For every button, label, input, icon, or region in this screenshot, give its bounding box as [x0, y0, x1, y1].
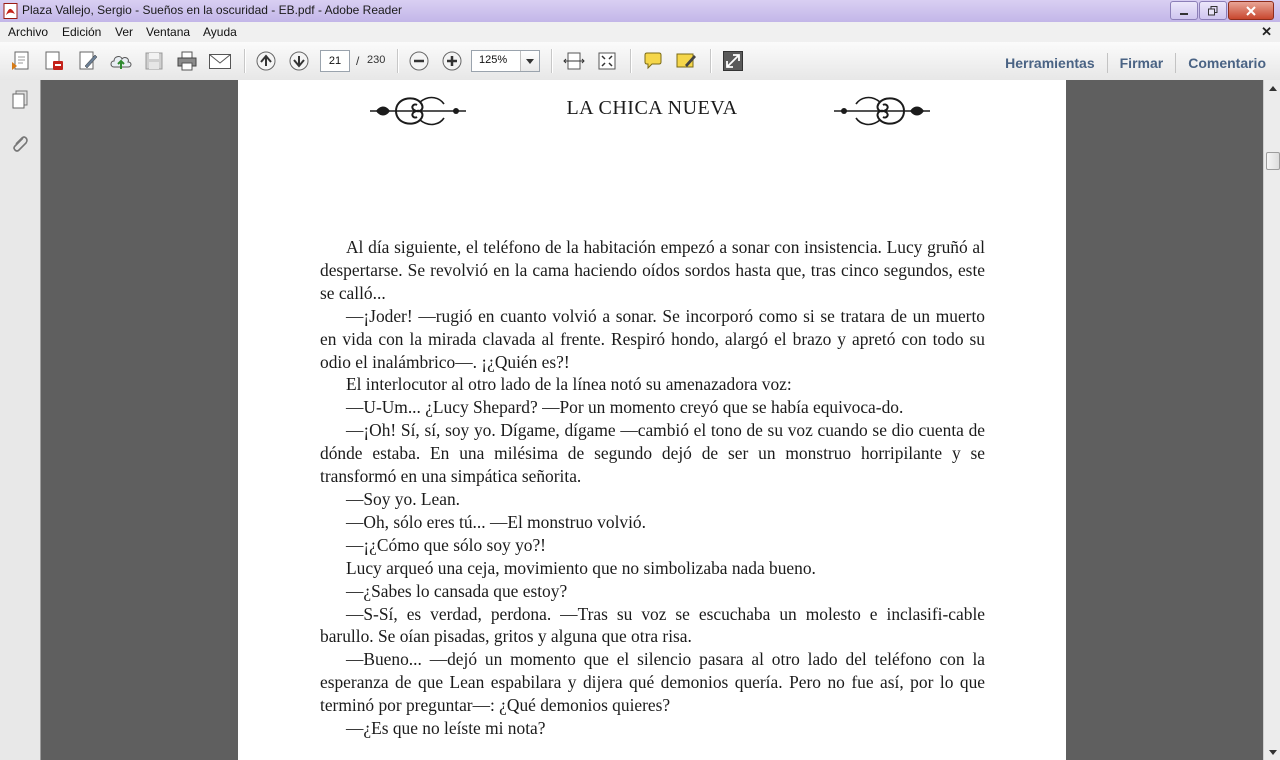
- total-pages: 230: [367, 54, 386, 66]
- create-pdf-button[interactable]: [9, 50, 33, 72]
- menu-ayuda[interactable]: Ayuda: [203, 25, 237, 39]
- email-icon: [208, 51, 232, 71]
- page-body-text: [320, 236, 985, 740]
- current-page-input[interactable]: 21: [320, 50, 350, 72]
- sign-pane-button[interactable]: Firmar: [1119, 55, 1164, 71]
- menu-archivo[interactable]: Archivo: [8, 25, 49, 39]
- tools-pane-button[interactable]: Herramientas: [1005, 55, 1095, 71]
- close-document-icon[interactable]: ✕: [1261, 24, 1272, 39]
- comment-button[interactable]: [641, 50, 665, 72]
- chevron-down-icon[interactable]: [520, 51, 539, 71]
- highlight-button[interactable]: [674, 50, 698, 72]
- paragraph: —¿Sabes lo cansada que estoy?: [346, 580, 568, 601]
- next-page-button[interactable]: [287, 50, 311, 72]
- running-head: LA CHICA NUEVA: [566, 97, 738, 119]
- paragraph: —Bueno... —dejó un momento que el silencio pasara al otro lado del teléfono con la esperanza de que Lean espabilara y dijera qué demonios quería. Pero no fue así, por lo que terminó por preguntar—: ¿Qué demonios quieres?: [320, 649, 985, 716]
- paragraph: El interlocutor al otro lado de la línea notó su amenazadora voz:: [346, 374, 792, 395]
- fit-width-button[interactable]: [562, 50, 586, 72]
- paragraph: —¡Oh! Sí, sí, soy yo. Dígame, dígame —cambió el tono de su voz cuando se dio cuenta de dónde estaba. En una milésima de segundo dejó de ser un monstruo horripilante y se transformó en una simpática señorita.: [320, 420, 985, 487]
- zoom-out-button[interactable]: [407, 50, 431, 72]
- upload-cloud-button[interactable]: [109, 50, 133, 72]
- menu-edicion[interactable]: Edición: [62, 25, 102, 39]
- zoom-in-icon: [441, 50, 463, 72]
- close-icon: [1245, 6, 1257, 16]
- navigation-panel: [0, 80, 41, 760]
- paragraph: Lucy arqueó una ceja, movimiento que no simbolizaba nada bueno.: [346, 557, 816, 578]
- pdf-page: [238, 80, 1066, 760]
- window-title: Plaza Vallejo, Sergio - Sueños en la oscuridad - EB.pdf - Adobe Reader: [22, 3, 403, 17]
- title-bar: [0, 0, 1280, 23]
- scrollbar-thumb[interactable]: [1266, 152, 1280, 170]
- paragraph: —¿Es que no leíste mi nota?: [346, 718, 546, 739]
- paragraph: —¡¿Cómo que sólo soy yo?!: [346, 534, 546, 555]
- toolbar: [0, 42, 1280, 81]
- page-thumbnails-button[interactable]: [8, 88, 32, 112]
- restore-button[interactable]: [1199, 1, 1227, 20]
- zoom-out-icon: [408, 50, 430, 72]
- paragraph: Al día siguiente, el teléfono de la habitación empezó a sonar con insistencia. Lucy gruñó al despertarse. Se revolvió en la cama haciendo oídos sordos hasta que, tras cinco segundos, este se calló...: [320, 237, 985, 303]
- full-screen-icon: [722, 50, 744, 72]
- scroll-up-arrow[interactable]: [1264, 80, 1280, 96]
- create-pdf-icon: [10, 50, 32, 72]
- menu-bar: [0, 22, 1280, 43]
- vertical-scrollbar[interactable]: [1263, 80, 1280, 760]
- restore-icon: [1208, 6, 1218, 16]
- zoom-in-button[interactable]: [440, 50, 464, 72]
- print-icon: [176, 50, 198, 72]
- previous-page-icon: [255, 50, 277, 72]
- fit-width-icon: [563, 50, 585, 72]
- minimize-button[interactable]: [1170, 1, 1198, 20]
- save-icon: [144, 51, 164, 71]
- paragraph: —¡Joder! —rugió en cuanto volvió a sonar. Se incorporó como si se tratara de un muerto en vida con la mirada clavada al frente. Respiró hondo, alargó el brazo y apretó con todo su odio el inalámbrico—. ¡¿Quién es?!: [320, 305, 985, 372]
- zoom-value: 125%: [479, 54, 508, 66]
- ornament-icon: [832, 92, 932, 130]
- scroll-down-arrow[interactable]: [1264, 744, 1280, 760]
- paragraph: —S-Sí, es verdad, perdona. —Tras su voz se escuchaba un molesto e inclasifi-cable barullo. Se oían pisadas, gritos y alguna que otra risa.: [320, 603, 985, 647]
- menu-ventana[interactable]: Ventana: [146, 25, 191, 39]
- convert-pdf-icon: [43, 50, 65, 72]
- paragraph: —Oh, sólo eres tú... —El monstruo volvió.: [346, 511, 646, 532]
- fit-page-button[interactable]: [595, 50, 619, 72]
- upload-cloud-icon: [109, 50, 133, 72]
- fit-page-icon: [596, 50, 618, 72]
- page-separator: /: [356, 54, 360, 68]
- attachments-icon: [9, 133, 31, 155]
- email-button[interactable]: [208, 50, 232, 72]
- comment-bubble-icon: [642, 50, 664, 72]
- next-page-icon: [288, 50, 310, 72]
- print-button[interactable]: [175, 50, 199, 72]
- highlight-icon: [675, 50, 697, 72]
- pages-panel-icon: [9, 89, 31, 111]
- save-button[interactable]: [142, 50, 166, 72]
- zoom-select[interactable]: [471, 50, 540, 72]
- edit-pdf-button[interactable]: [76, 50, 100, 72]
- attachments-button[interactable]: [8, 132, 32, 156]
- acrobat-pdf-icon: [3, 3, 18, 19]
- close-window-button[interactable]: [1228, 1, 1274, 20]
- paragraph: —U-Um... ¿Lucy Shepard? —Por un momento creyó que se había equivoca-do.: [346, 397, 904, 418]
- menu-ver[interactable]: Ver: [115, 25, 134, 39]
- document-viewport[interactable]: [41, 80, 1263, 760]
- full-screen-button[interactable]: [721, 50, 745, 72]
- comment-pane-button[interactable]: Comentario: [1188, 55, 1266, 71]
- convert-pdf-button[interactable]: [42, 50, 66, 72]
- paragraph: —Soy yo. Lean.: [346, 488, 460, 509]
- previous-page-button[interactable]: [254, 50, 278, 72]
- edit-pdf-icon: [77, 50, 99, 72]
- minimize-icon: [1179, 6, 1189, 16]
